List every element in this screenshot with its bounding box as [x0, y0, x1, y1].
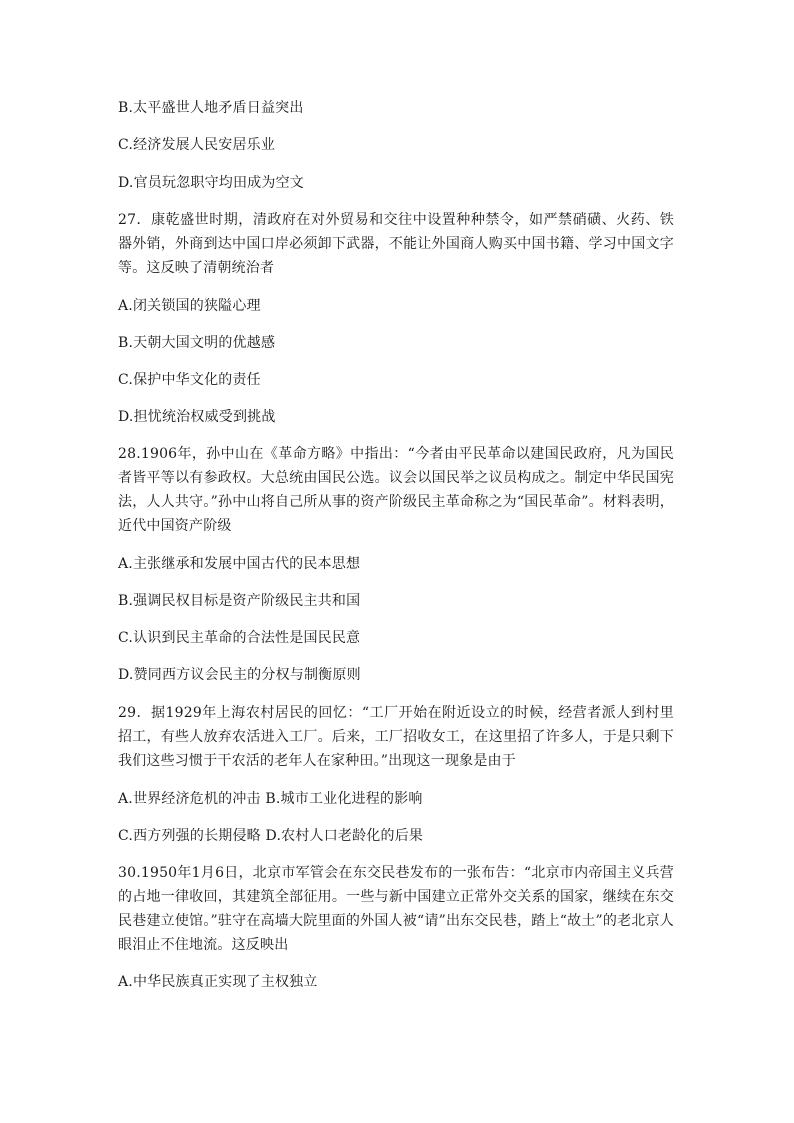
question-29: 29．据1929年上海农村居民的回忆：“工厂开始在附近设立的时候，经营者派人到村里招工，有些人放弃农活进入工厂。后来，工厂招收女工，在这里招了许多人，于是只剩下我们这些习惯于干农活的老年人在家种田。”出现这一现象是由于 [118, 705, 674, 769]
option-b-q27: B.天朝大国文明的优越感 [118, 335, 276, 351]
option-d-q28: D.赞同西方议会民主的分权与制衡原则 [118, 667, 361, 683]
option-c-q27: C.保护中华文化的责任 [118, 372, 261, 388]
question-28: 28.1906年，孙中山在《革命方略》中指出：“今者由平民革命以建国民政府，凡为国民者皆平等以有参政权。大总统由国民公选。议会以国民举之议员构成之。制定中华民国宪法，人人共守。”孙中山将自己所从事的资产阶级民主革命称之为“国民革命”。材料表明，近代中国资产阶级 [118, 446, 674, 534]
question-27: 27．康乾盛世时期，清政府在对外贸易和交往中设置种种禁令，如严禁硝磺、火药、铁器外销，外商到达中国口岸必须卸下武器，不能让外国商人购买中国书籍、学习中国文字等。这反映了清朝统治者 [118, 212, 674, 276]
option-c-q28: C.认识到民主革命的合法性是国民民意 [118, 630, 361, 646]
option-a-q28: A.主张继承和发展中国古代的民本思想 [118, 556, 361, 572]
options-ab-q29: A.世界经济危机的冲击 B.城市工业化进程的影响 [118, 791, 423, 807]
question-30: 30.1950年1月6日，北京市军管会在东交民巷发布的一张布告：“北京市内帝国主义兵营的占地一律收回，其建筑全部征用。一些与新中国建立正常外交关系的国家，继续在东交民巷建立使馆。”驻守在高墙大院里面的外国人被“请”出东交民巷，踏上“故土”的老北京人眼泪止不住地流。这反映出 [118, 865, 674, 953]
option-b-q28: B.强调民权目标是资产阶级民主共和国 [118, 593, 361, 609]
option-b-q26: B.太平盛世人地矛盾日益突出 [118, 100, 304, 116]
option-d-q27: D.担忧统治权威受到挑战 [118, 409, 276, 425]
option-d-q26: D.官员玩忽职守均田成为空文 [118, 175, 304, 191]
option-a-q27: A.闭关锁国的狭隘心理 [118, 298, 261, 314]
options-cd-q29: C.西方列强的长期侵略 D.农村人口老龄化的后果 [118, 828, 424, 844]
option-c-q26: C.经济发展人民安居乐业 [118, 137, 276, 153]
option-a-q30: A.中华民族真正实现了主权独立 [118, 974, 318, 990]
